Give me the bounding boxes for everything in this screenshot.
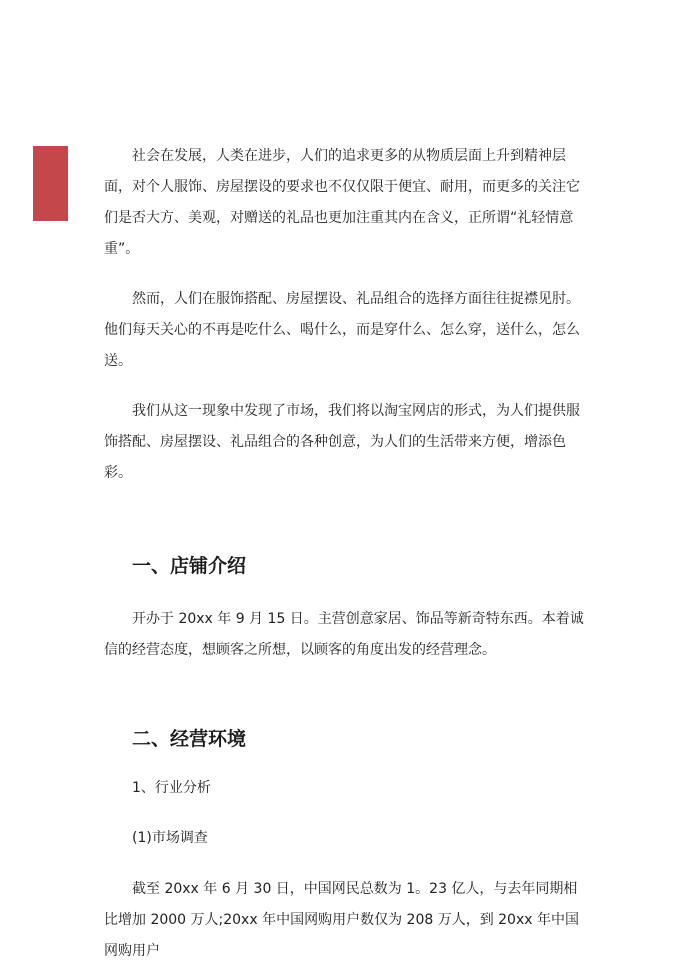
section-heading-shop-intro: 一、店铺介绍 [132, 555, 247, 577]
shop-intro-paragraph: 开办于 20xx 年 9 月 15 日。主营创意家居、饰品等新奇特东西。本着诚信的经营态度，想顾客之所想，以顾客的角度出发的经营理念。 [104, 611, 584, 658]
subheading-market-survey: (1)市场调查 [132, 830, 208, 846]
section-heading-business-environment: 二、经营环境 [132, 728, 247, 750]
subheading-industry-analysis: 1、行业分析 [132, 780, 211, 796]
decorative-accent-bar [33, 146, 68, 221]
intro-paragraph-2: 然而，人们在服饰搭配、房屋摆设、礼品组合的选择方面往往捉襟见肘。他们每天关心的不再是吃什么、喝什么，而是穿什么、怎么穿，送什么，怎么送。 [104, 291, 580, 369]
intro-paragraph-3: 我们从这一现象中发现了市场，我们将以淘宝网店的形式，为人们提供服饰搭配、房屋摆设、礼品组合的各种创意，为人们的生活带来方便，增添色彩。 [104, 403, 580, 481]
intro-paragraph-1: 社会在发展，人类在进步，人们的追求更多的从物质层面上升到精神层面，对个人服饰、房屋摆设的要求也不仅仅限于便宜、耐用，而更多的关注它们是否大方、美观，对赠送的礼品也更加注重其内在含义，正所谓“礼轻情意重”。 [104, 148, 580, 257]
document-body [104, 141, 590, 967]
market-survey-paragraph: 截至 20xx 年 6 月 30 日，中国网民总数为 1。23 亿人，与去年同期相比增加 2000 万人;20xx 年中国网购用户数仅为 208 万人，到 20xx 年中国网购用户 [104, 881, 579, 959]
